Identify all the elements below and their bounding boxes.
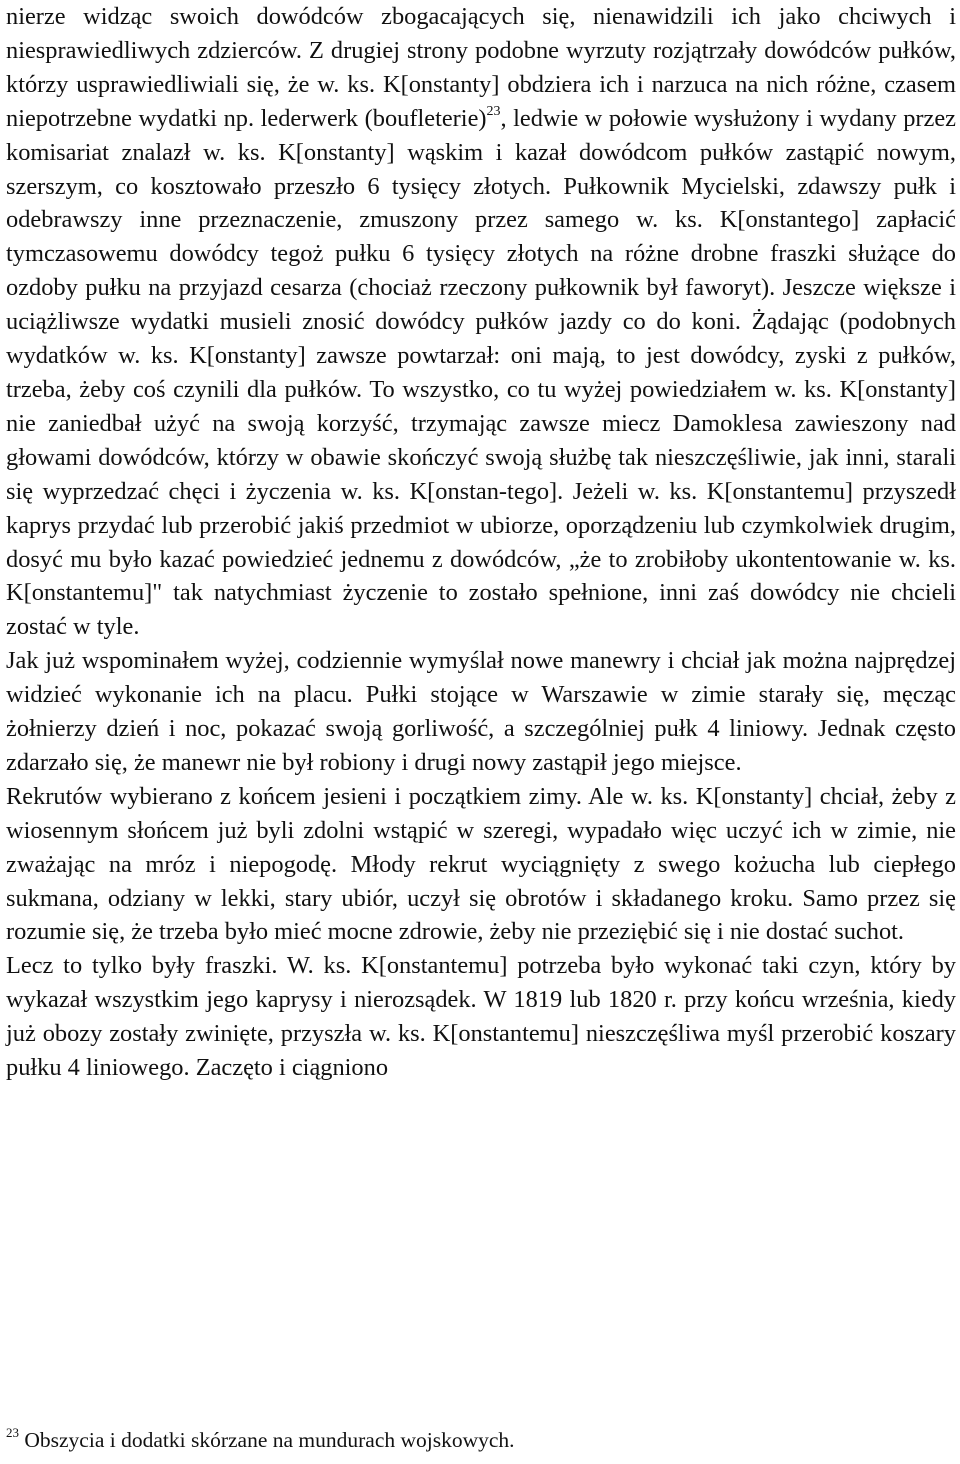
paragraph: Lecz to tylko były fraszki. W. ks. K[onstantemu] potrzeba było wykonać taki czyn, który by wykazał wszystkim jego kaprysy i nierozsądek. W 1819 lub 1820 r. przy końcu września, kiedy już obozy zostały zwinięte, przyszła w. ks. K[onstantemu] nieszczęśliwa myśl przerobić koszary pułku 4 liniowego. Zaczęto i ciągniono bbox=[6, 952, 956, 1082]
paragraph-text: nierze widząc swoich dowódców zbogacających się, nienawidzili ich jako chciwych i niesprawiedliwych zdzierców. Z drugiej strony podobne wyrzuty rozjątrzały dowódców pułków, którzy usprawiedliwiali się, że w. ks. K[onstanty] obdziera ich i narzuca na nich różne, czasem niepotrzebne wydatki np. lederwerk (boufleterie) bbox=[6, 3, 956, 132]
footnote bbox=[6, 1426, 946, 1454]
paragraph: Rekrutów wybierano z końcem jesieni i początkiem zimy. Ale w. ks. K[onstanty] chciał, żeby z wiosennym słońcem już byli zdolni wstąpić w szeregi, wypadało więc uczyć ich w zimie, nie zważając na mróz i niepogodę. Młody rekrut wyciągnięty z swego kożucha lub ciepłego sukmana, odziany w lekki, stary ubiór, uczył się obrotów i składanego kroku. Samo przez się rozumie się, że trzeba było mieć mocne zdrowie, żeby nie przeziębić się i nie dostać suchot. bbox=[6, 782, 956, 946]
paragraph: Jak już wspominałem wyżej, codziennie wymyślał nowe manewry i chciał jak można najprędzej widzieć wykonanie ich na placu. Pułki stojące w Warszawie w zimie starały się, męcząc żołnierzy dzień i noc, pokazać swoją gorliwość, a szczególniej pułk 4 liniowy. Jednak często zdarzało się, że manewr nie był robiony i drugi nowy zastąpił jego miejsce. bbox=[6, 647, 956, 776]
footnote-text: Obszycia i dodatki skórzane na mundurach wojskowych. bbox=[19, 1428, 515, 1452]
main-text bbox=[6, 0, 956, 1085]
footnote-number: 23 bbox=[6, 1425, 19, 1440]
paragraph-text: , ledwie w połowie wysłużony i wydany przez komisariat znalazł w. ks. K[onstanty] wąskim i kazał dowódcom pułków zastąpić nowym, szerszym, co kosztowało przeszło 6 tysięcy złotych. Pułkownik Mycielski, zdawszy pułk i odebrawszy inne przeznaczenie, zmuszony przez samego w. ks. K[onstantego] zapłacić tymczasowemu dowódcy tegoż pułku 6 tysięcy złotych na różne drobne fraszki służące do ozdoby pułku na przyjazd cesarza (chociaż rzeczony pułkownik był faworyt). Jeszcze większe i uciążliwsze wydatki musieli znosić dowódcy pułków jazdy co do koni. Żądając (podobnych wydatków w. ks. K[onstanty] zawsze powtarzał: oni mają, to jest dowódcy, zyski z pułków, trzeba, żeby coś czynili dla pułków. To wszystko, co tu wyżej powiedziałem w. ks. K[onstanty] nie zaniedbał użyć na swoją korzyść, trzymając zawsze miecz Damoklesa zawieszony nad głowami dowódców, którzy w obawie skończyć swoją służbę tak nieszczęśliwie, jak inni, starali się wyprzedzać chęci i życzenia w. ks. K[onstan-tego]. Jeżeli w. ks. K[onstantemu] przyszedł kaprys przydać lub przerobić jakiś przedmiot w ubiorze, oporządzeniu lub czymkolwiek drugim, dosyć mu było kazać powiedzieć jednemu z dowódców, „że to zrobiłoby ukontentowanie w. ks. K[onstantemu]" tak natychmiast życzenie to zostało spełnione, inni zaś dowódcy nie chcieli zostać w tyle. bbox=[6, 104, 956, 641]
footnote-reference: 23 bbox=[486, 103, 501, 119]
paragraph bbox=[6, 0, 956, 644]
document-page bbox=[6, 0, 956, 1464]
